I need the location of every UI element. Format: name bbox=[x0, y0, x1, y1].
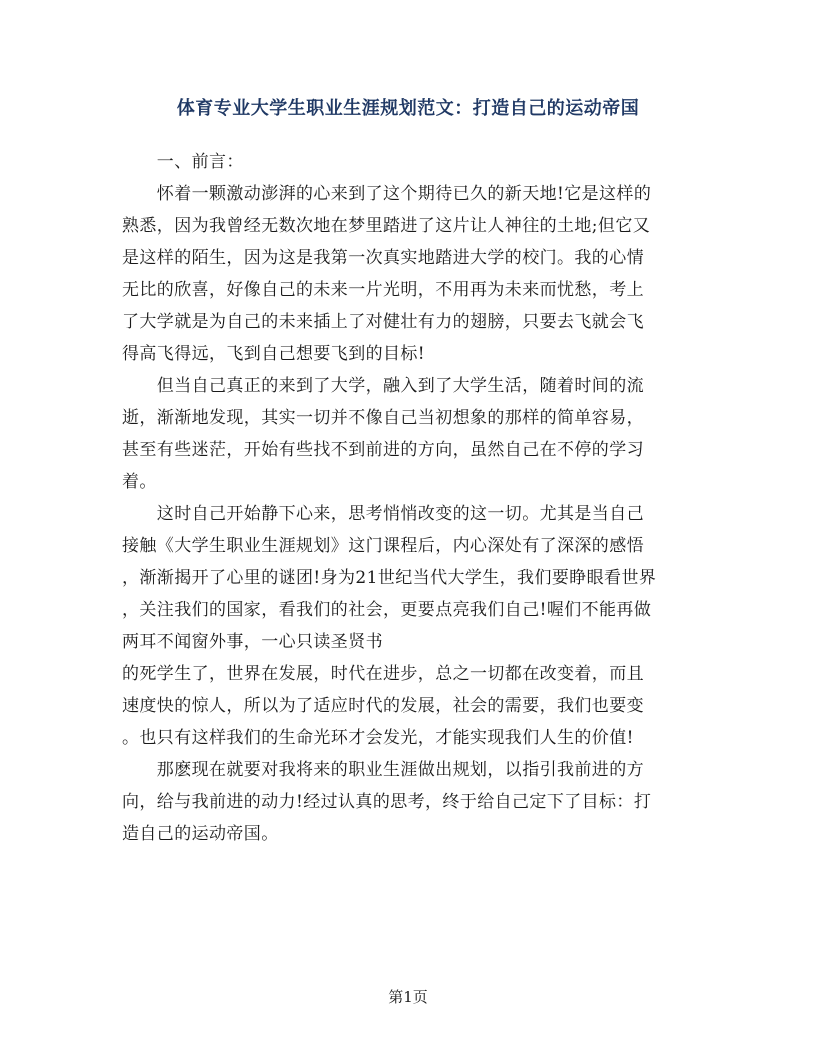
body-line: 逝，渐渐地发现，其实一切并不像自己当初想象的那样的简单容易， bbox=[122, 408, 644, 428]
body-line: 熟悉，因为我曾经无数次地在梦里踏进了这片让人神往的土地;但它又 bbox=[122, 216, 651, 236]
body-line: 甚至有些迷茫，开始有些找不到前进的方向，虽然自己在不停的学习 bbox=[122, 440, 644, 460]
body-line: 。也只有这样我们的生命光环才会发光，才能实现我们人生的价值! bbox=[122, 728, 634, 748]
body-line: 但当自己真正的来到了大学，融入到了大学生活，随着时间的流 bbox=[122, 376, 644, 396]
body-line: 这时自己开始静下心来，思考悄悄改变的这一切。尤其是当自己 bbox=[122, 504, 644, 524]
body-line: 着。 bbox=[122, 472, 157, 492]
body-line: ，渐渐揭开了心里的谜团!身为21世纪当代大学生，我们要睁眼看世界 bbox=[122, 568, 657, 588]
body-line: 得高飞得远，飞到自己想要飞到的目标! bbox=[122, 344, 426, 364]
body-line: 无比的欣喜，好像自己的未来一片光明，不用再为未来而忧愁，考上 bbox=[122, 280, 644, 300]
body-line: 向，给与我前进的动力!经过认真的思考，终于给自己定下了目标：打 bbox=[122, 792, 652, 812]
body-line: 造自己的运动帝国。 bbox=[122, 824, 279, 844]
body-line: 两耳不闻窗外事，一心只读圣贤书 bbox=[122, 632, 383, 652]
body-line: 的死学生了，世界在发展，时代在进步，总之一切都在改变着，而且 bbox=[122, 664, 644, 684]
body-line: 接触《大学生职业生涯规划》这门课程后，内心深处有了深深的感悟 bbox=[122, 536, 644, 556]
body-line: 速度快的惊人，所以为了适应时代的发展，社会的需要，我们也要变 bbox=[122, 696, 644, 716]
page-number: 第1页 bbox=[388, 988, 428, 1006]
body-line: 一、前言： bbox=[122, 152, 244, 172]
body-line: 那麽现在就要对我将来的职业生涯做出规划，以指引我前进的方 bbox=[122, 760, 644, 780]
document-title: 体育专业大学生职业生涯规划范文：打造自己的运动帝国 bbox=[176, 98, 640, 119]
body-line: 是这样的陌生，因为这是我第一次真实地踏进大学的校门。我的心情 bbox=[122, 248, 644, 268]
body-line: 怀着一颗激动澎湃的心来到了这个期待已久的新天地!它是这样的 bbox=[122, 184, 652, 204]
body-line: ，关注我们的国家，看我们的社会，更要点亮我们自己!喔们不能再做 bbox=[122, 600, 652, 620]
body-line: 了大学就是为自己的未来插上了对健壮有力的翅膀，只要去飞就会飞 bbox=[122, 312, 644, 332]
